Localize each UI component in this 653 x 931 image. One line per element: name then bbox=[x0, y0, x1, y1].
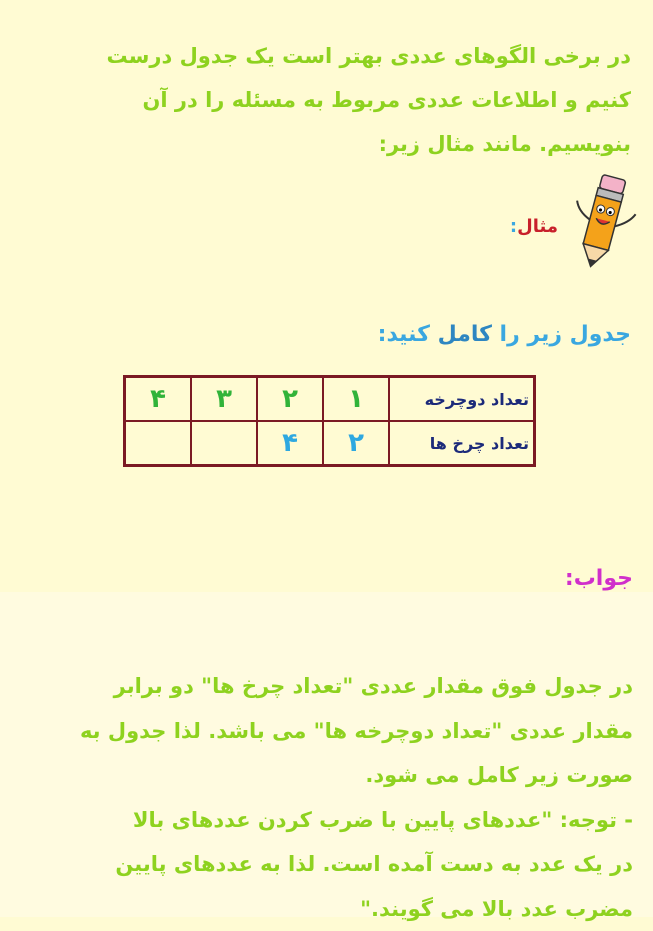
table-cell: ۴ bbox=[125, 377, 192, 422]
table-cell: ۴ bbox=[257, 421, 323, 466]
intro-line: در برخی الگوهای عددی بهتر است یک جدول درست bbox=[11, 34, 631, 78]
answer-line: مضرب عدد بالا می گویند." bbox=[0, 887, 633, 931]
table-cell-empty bbox=[125, 421, 192, 466]
table-cell: ۲ bbox=[323, 421, 389, 466]
example-header bbox=[443, 168, 643, 278]
table-row bbox=[125, 377, 535, 422]
task-instruction: جدول زیر را کامل کنید: bbox=[378, 322, 631, 347]
answer-line: در یک عدد به دست آمده است. لذا به عددهای پایین bbox=[0, 842, 633, 887]
intro-paragraph bbox=[11, 34, 631, 166]
table-row bbox=[125, 421, 535, 466]
row-header-wheels: تعداد چرخ ها bbox=[389, 421, 535, 466]
table-cell: ۲ bbox=[257, 377, 323, 422]
example-label: مثال: bbox=[510, 216, 558, 237]
table-cell: ۳ bbox=[191, 377, 257, 422]
answer-label: جواب: bbox=[565, 566, 633, 591]
answer-line: صورت زیر کامل می شود. bbox=[0, 753, 633, 798]
table-cell: ۱ bbox=[323, 377, 389, 422]
pencil-mascot-icon bbox=[563, 168, 643, 273]
answer-line: مقدار عددی "تعداد دوچرخه ها" می باشد. لذا جدول به bbox=[0, 709, 633, 754]
intro-line: کنیم و اطلاعات عددی مربوط به مسئله را در آن bbox=[11, 78, 631, 122]
answer-line: - توجه: "عددهای پایین با ضرب کردن عددهای بالا bbox=[0, 798, 633, 843]
intro-line: بنویسیم. مانند مثال زیر: bbox=[11, 122, 631, 166]
row-header-bicycles: تعداد دوچرخه bbox=[389, 377, 535, 422]
answer-paragraph bbox=[0, 664, 633, 931]
answer-line: در جدول فوق مقدار عددی "تعداد چرخ ها" دو برابر bbox=[0, 664, 633, 709]
bicycle-wheels-table bbox=[123, 375, 536, 467]
table-cell-empty bbox=[191, 421, 257, 466]
